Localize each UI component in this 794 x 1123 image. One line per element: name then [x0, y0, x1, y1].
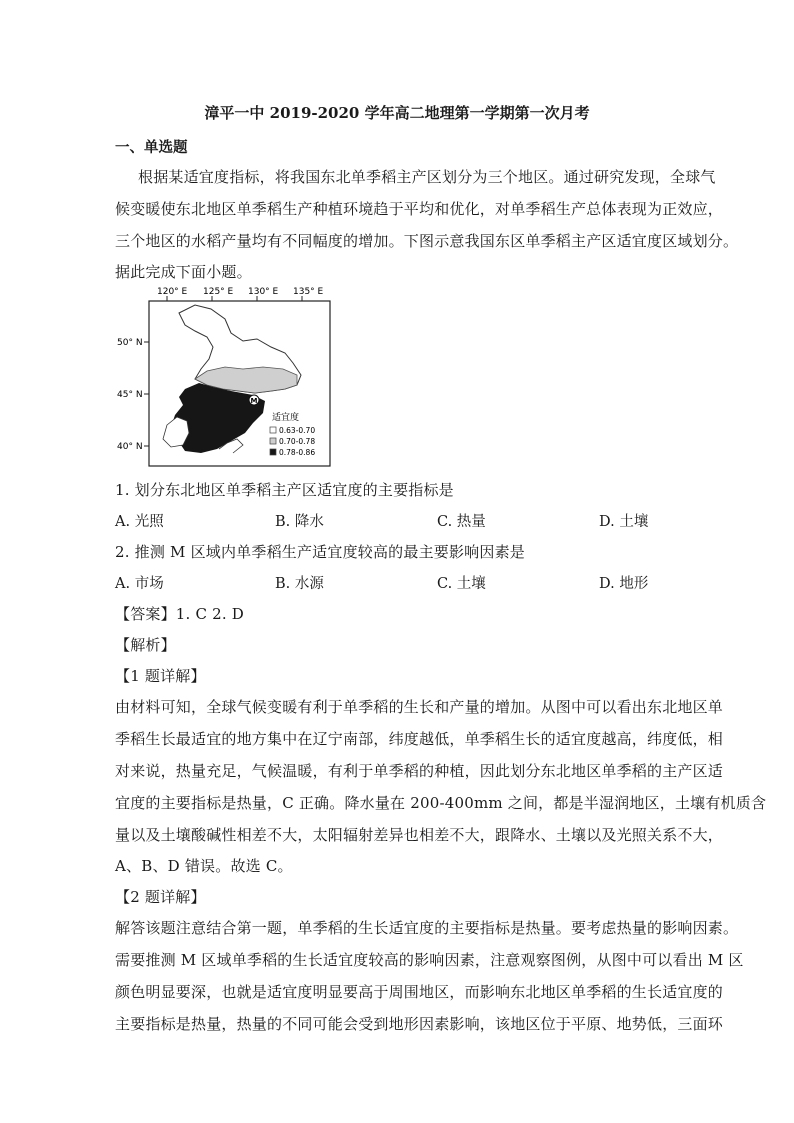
legend-label: 0.63-0.70 [279, 426, 316, 435]
q2-analysis-line: 主要指标是热量，热量的不同可能会受到地形因素影响，该地区位于平原、地势低，三面环 [115, 1015, 724, 1033]
q1-analysis-line: 量以及土壤酸碱性相差不大，太阳辐射差异也相差不大，跟降水、土壤以及光照关系不大， [115, 826, 724, 844]
intro-line: 据此完成下面小题。 [115, 263, 252, 281]
intro-line: 根据某适宜度指标，将我国东北单季稻主产区划分为三个地区。通过研究发现，全球气 [138, 168, 716, 186]
zone-dark [171, 383, 265, 453]
lat-label: 50° N [117, 338, 143, 348]
legend-title: 适宜度 [272, 413, 300, 423]
lon-label: 120° E [157, 287, 188, 297]
lon-label: 135° E [293, 287, 324, 297]
q2-option-d: D. 地形 [599, 576, 649, 592]
q2-analysis-line: 需要推测 M 区域单季稻的生长适宜度较高的影响因素，注意观察图例，从图中可以看出 M 区 [115, 951, 744, 969]
q1-option-d: D. 土壤 [599, 514, 649, 530]
q2-option-a: A. 市场 [115, 576, 164, 592]
q2-analysis-line: 颜色明显要深，也就是适宜度明显要高于周围地区，而影响东北地区单季稻的生长适宜度的 [115, 983, 724, 1001]
q1-analysis-line: 由材料可知，全球气候变暖有利于单季稻的生长和产量的增加。从图中可以看出东北地区单 [115, 698, 724, 716]
lon-label: 130° E [248, 287, 279, 297]
q1-analysis-heading: 【1 题详解】 [115, 667, 206, 685]
q2-analysis-line: 解答该题注意结合第一题，单季稻的生长适宜度的主要指标是热量。要考虑热量的影响因素。 [115, 919, 739, 937]
intro-line: 候变暖使东北地区单季稻生产种植环境趋于平均和优化，对单季稻生产总体表现为正效应， [115, 200, 724, 218]
intro-line: 三个地区的水稻产量均有不同幅度的增加。下图示意我国东区单季稻主产区适宜度区域划分。 [115, 232, 739, 250]
q2-option-b: B. 水源 [275, 576, 324, 592]
lat-label: 40° N [117, 442, 143, 452]
page-title: 漳平一中 2019-2020 学年高二地理第一学期第一次月考 [204, 104, 590, 122]
question-2-stem: 2. 推测 M 区域内单季稻生产适宜度较高的最主要影响因素是 [115, 543, 525, 561]
q1-analysis-line: 季稻生长最适宜的地方集中在辽宁南部，纬度越低，单季稻生长的适宜度越高，纬度低，相 [115, 730, 724, 748]
q1-option-a: A. 光照 [115, 514, 164, 530]
q2-option-c: C. 土壤 [437, 576, 486, 592]
northeast-rice-suitability-map [115, 283, 337, 469]
q1-analysis-line: 宜度的主要指标是热量，C 正确。降水量在 200-400mm 之间，都是半湿润地区，土壤有机质含 [115, 794, 767, 812]
lat-label: 45° N [117, 390, 143, 400]
legend-label: 0.70-0.78 [279, 437, 316, 446]
lon-label: 125° E [203, 287, 234, 297]
section-heading: 一、单选题 [115, 139, 188, 156]
q1-option-b: B. 降水 [275, 514, 324, 530]
q2-analysis-heading: 【2 题详解】 [115, 888, 206, 906]
legend-swatch [270, 438, 276, 444]
question-1-stem: 1. 划分东北地区单季稻主产区适宜度的主要指标是 [115, 481, 454, 499]
legend-label: 0.78-0.86 [279, 448, 316, 457]
m-marker-label: M [250, 397, 258, 405]
legend-swatch [270, 427, 276, 433]
q1-analysis-line: A、B、D 错误。故选 C。 [115, 857, 293, 875]
answer-line: 【答案】1. C 2. D [115, 605, 245, 623]
q1-option-c: C. 热量 [437, 514, 486, 530]
legend-swatch [270, 449, 276, 455]
q1-analysis-line: 对来说，热量充足，气候温暖，有利于单季稻的种植，因此划分东北地区单季稻的主产区适 [115, 762, 724, 780]
analysis-heading: 【解析】 [115, 636, 176, 654]
